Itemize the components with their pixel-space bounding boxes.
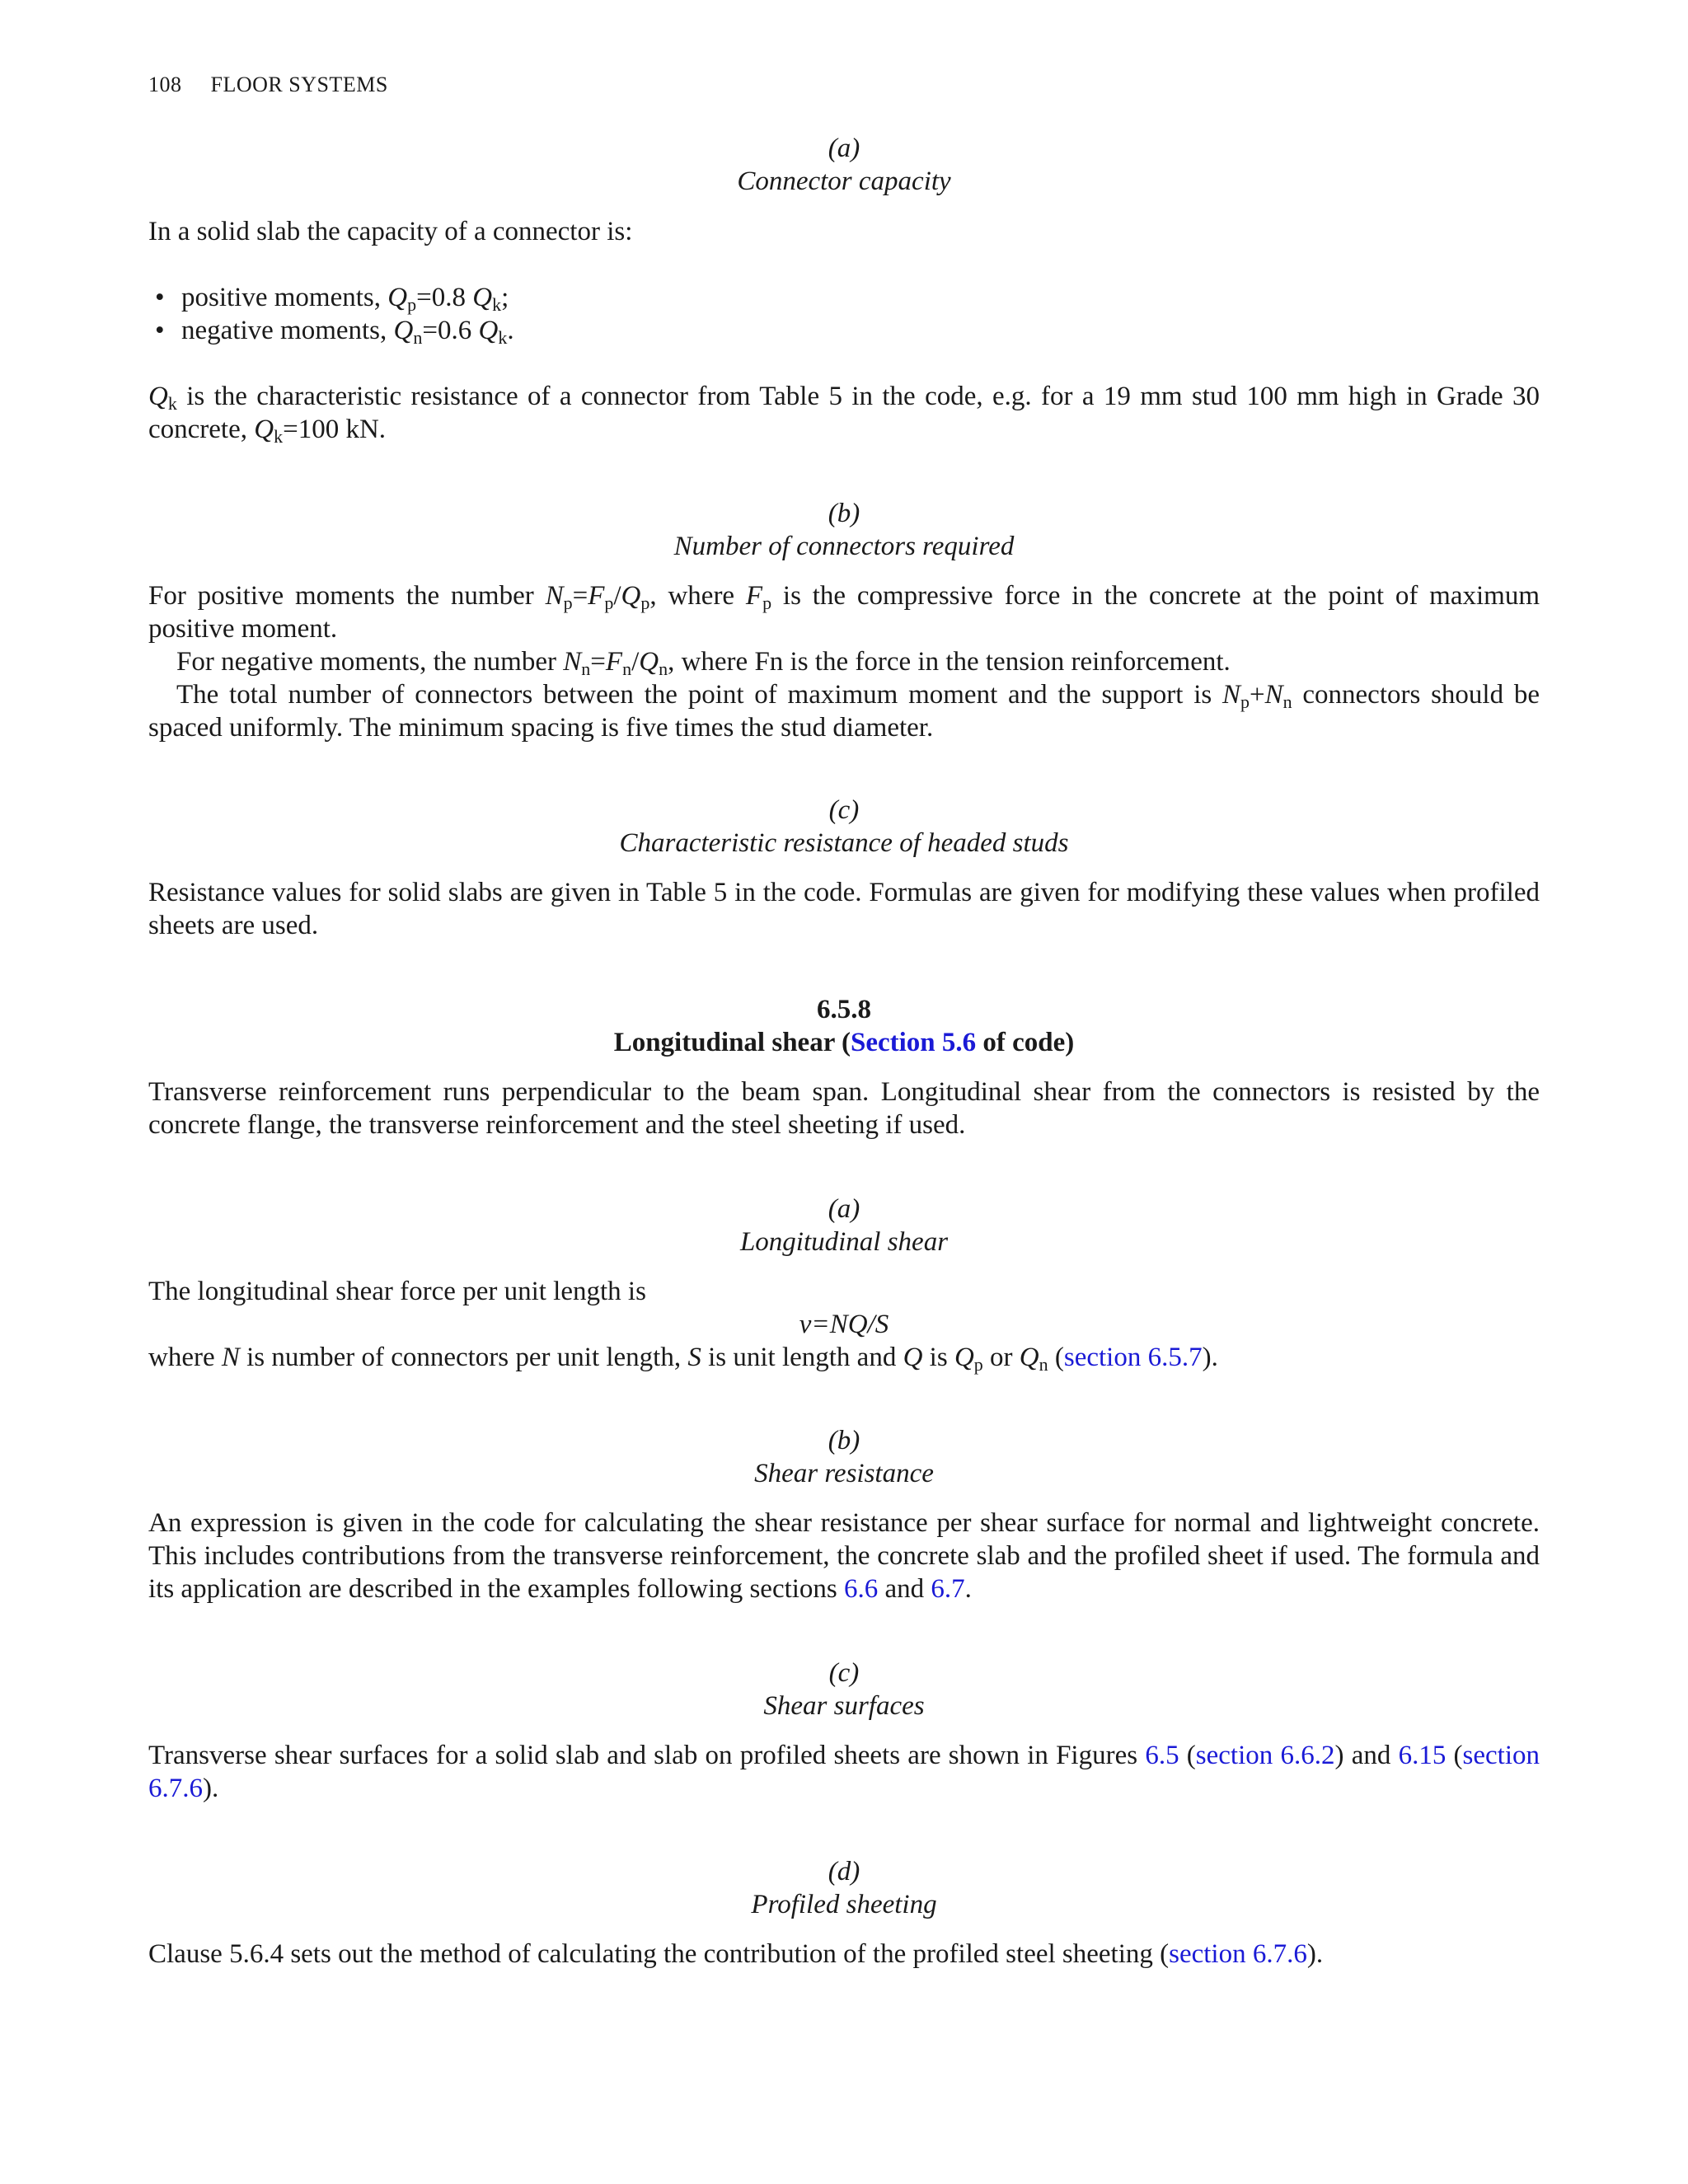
section-6-6-2-link[interactable]: section 6.6.2 [1195, 1741, 1335, 1770]
figure-6-15-link[interactable]: 6.15 [1398, 1741, 1447, 1770]
subsection-connector-capacity [148, 132, 1540, 198]
paragraph: Transverse shear surfaces for a solid slab and slab on profiled sheets are shown in Figures 6.5 (section 6.6.2) and 6.15 (section 6.7.6). [148, 1741, 1540, 1803]
shear-surfaces-text [148, 1739, 1540, 1805]
subsection-title: Shear surfaces [763, 1691, 925, 1721]
shear-resistance-text [148, 1507, 1540, 1605]
subsection-label: (a) [828, 134, 860, 163]
subsection-title: Longitudinal shear [739, 1227, 949, 1257]
running-head [148, 73, 388, 97]
list-item: • positive moments, $Q_p=0.8$ $Q_k$; [148, 281, 1540, 314]
subsection-label: (b) [828, 1426, 860, 1455]
paragraph: The longitudinal shear force per unit length is [148, 1277, 646, 1306]
section-6-5-8-text [148, 1076, 1540, 1141]
subsection-label: (a) [828, 1194, 860, 1224]
page-number: 108 [148, 73, 182, 96]
characteristic-resistance-paragraph [148, 380, 1540, 446]
profiled-sheeting-text [148, 1938, 1540, 1971]
running-title: FLOOR SYSTEMS [210, 73, 388, 96]
subsection-headed-studs [148, 794, 1540, 860]
section-6-6-link[interactable]: 6.6 [844, 1574, 879, 1604]
subsection-shear-resistance [148, 1424, 1540, 1490]
subsection-number-of-connectors [148, 497, 1540, 563]
subsection-profiled-sheeting [148, 1855, 1540, 1921]
section-6-5-7-link[interactable]: section 6.5.7 [1063, 1343, 1203, 1372]
subsection-title: Profiled sheeting [751, 1890, 937, 1919]
section-6-7-6-link[interactable]: section 6.7.6 [148, 1741, 1540, 1803]
section-title: Longitudinal shear (Section 5.6 of code) [613, 1028, 1075, 1057]
subsection-longitudinal-shear [148, 1193, 1540, 1258]
paragraph: In a solid slab the capacity of a connector is: [148, 217, 633, 246]
shear-formula: v=NQ/S [799, 1310, 889, 1339]
paragraph: Resistance values for solid slabs are given in Table 5 in the code. Formulas are given for modifying these values when profiled sheets are used. [148, 878, 1540, 940]
section-number: 6.5.8 [817, 995, 871, 1024]
connector-capacity-intro [148, 215, 1540, 248]
longitudinal-shear-text [148, 1275, 1540, 1374]
subsection-title: Connector capacity [737, 166, 951, 196]
paragraph: where N is number of connectors per unit length, S is unit length and Q is $Q_p$ or $Q_n$ (section 6.5.7). [148, 1343, 1218, 1375]
headed-studs-text [148, 876, 1540, 942]
paragraph: An expression is given in the code for calculating the shear resistance per shear surface for normal and lightweight concrete. This includes contributions from the transverse reinforcement, the concrete slab and the profiled sheet if used. The formula and its application are described in the examples following sections 6.6 and 6.7. [148, 1508, 1540, 1604]
section-6-5-8-heading [148, 993, 1540, 1059]
subsection-label: (c) [828, 1658, 860, 1688]
subsection-title: Shear resistance [754, 1459, 934, 1488]
section-5-6-link[interactable]: Section 5.6 [851, 1028, 977, 1057]
section-6-7-link[interactable]: 6.7 [931, 1574, 965, 1604]
paragraph: For positive moments the number $N_p=F_p/Q_p$, where $F_p$ is the compressive force in the concrete at the point of maximum positive moment. [148, 581, 1540, 644]
subsection-label: (c) [828, 795, 860, 825]
subsection-label: (b) [828, 499, 860, 528]
connector-capacity-list [148, 281, 1540, 347]
subsection-title: Characteristic resistance of headed studs [619, 828, 1069, 858]
list-item: • negative moments, $Q_n=0.6$ $Q_k$. [148, 314, 1540, 347]
paragraph: Clause 5.6.4 sets out the method of calculating the contribution of the profiled steel sheeting (section 6.7.6). [148, 1939, 1324, 1969]
number-of-connectors-text [148, 579, 1540, 744]
paragraph: $Q_k$ is the characteristic resistance of a connector from Table 5 in the code, e.g. for a 19 mm stud 100 mm high in Grade 30 concrete, $Q_k=100$ kN. [148, 382, 1540, 447]
subsection-label: (d) [828, 1857, 860, 1886]
figure-6-5-link[interactable]: 6.5 [1145, 1741, 1179, 1770]
subsection-title: Number of connectors required [673, 532, 1015, 561]
paragraph: Transverse reinforcement runs perpendicular to the beam span. Longitudinal shear from the connectors is resisted by the concrete flange, the transverse reinforcement and the steel sheeting if used. [148, 1077, 1540, 1140]
section-6-7-6-link[interactable]: section 6.7.6 [1169, 1939, 1307, 1969]
paragraph: For negative moments, the number $N_n=F_n/Q_n$, where Fn is the force in the tension reinforcement. [176, 647, 1231, 679]
paragraph: The total number of connectors between the point of maximum moment and the support is $N_p+N_n$ connectors should be spaced uniformly. The minimum spacing is five times the stud diameter. [148, 680, 1540, 743]
subsection-shear-surfaces [148, 1657, 1540, 1722]
